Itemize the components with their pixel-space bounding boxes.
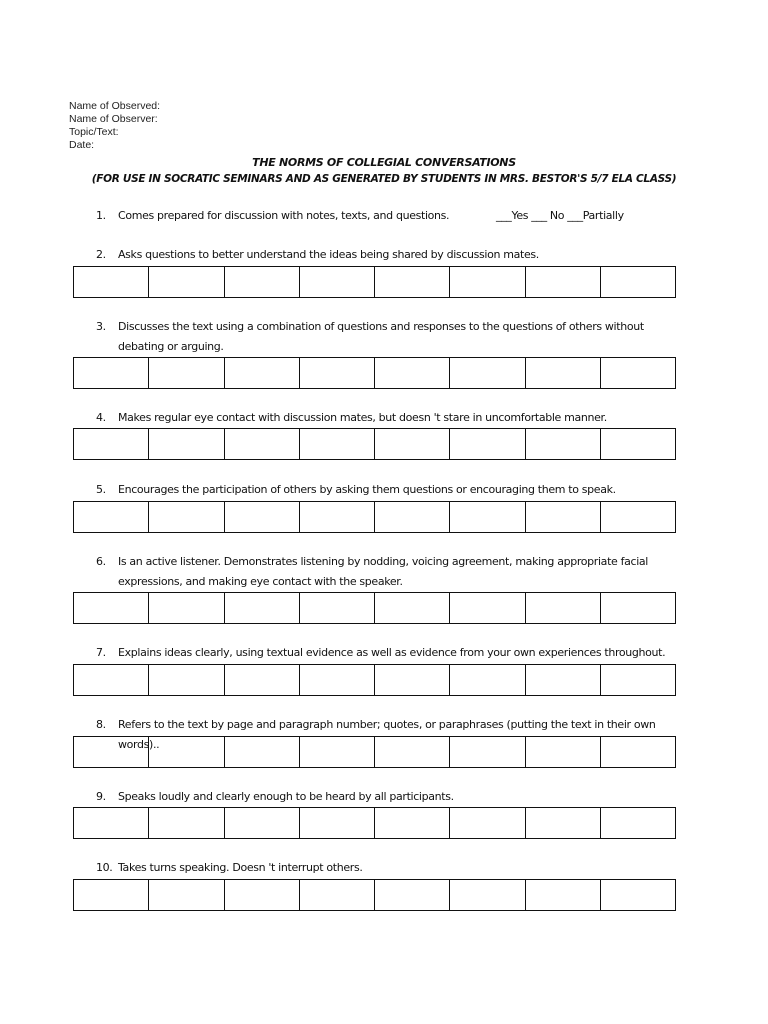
rating-grid-6 <box>73 592 676 624</box>
document-subtitle: (FOR USE IN SOCRATIC SEMINARS AND AS GENERATED BY STUDENTS IN MRS. BESTOR'S 5/7 ELA CLASS) <box>91 173 677 185</box>
rating-grid-5 <box>73 501 676 533</box>
rating-cell[interactable] <box>224 737 299 768</box>
rating-cell[interactable] <box>375 737 450 768</box>
question-text: Speaks loudly and clearly enough to be heard by all participants. <box>118 790 454 803</box>
rating-cell[interactable] <box>299 665 374 696</box>
question-9 <box>96 787 686 807</box>
document-title: THE NORMS OF COLLEGIAL CONVERSATIONS <box>252 156 516 169</box>
rating-cell[interactable] <box>74 880 149 911</box>
rating-cell[interactable] <box>299 593 374 624</box>
rating-grid-4 <box>73 428 676 460</box>
rating-cell[interactable] <box>149 737 224 768</box>
rating-cell[interactable] <box>149 665 224 696</box>
rating-cell[interactable] <box>450 429 525 460</box>
question-number: 8. <box>96 718 106 731</box>
rating-cell[interactable] <box>299 267 374 298</box>
rating-cell[interactable] <box>600 737 675 768</box>
rating-grid-8 <box>73 736 676 768</box>
rating-cell[interactable] <box>224 358 299 389</box>
rating-cell[interactable] <box>525 808 600 839</box>
rating-cell[interactable] <box>149 880 224 911</box>
rating-cell[interactable] <box>299 429 374 460</box>
question-number: 5. <box>96 483 106 496</box>
rating-cell[interactable] <box>149 593 224 624</box>
rating-cell[interactable] <box>299 358 374 389</box>
question-text: Refers to the text by page and paragraph number; quotes, or paraphrases (putting the text in their own words).. <box>118 718 656 751</box>
question-6 <box>96 552 686 592</box>
rating-cell[interactable] <box>525 429 600 460</box>
question-number: 10. <box>96 861 113 874</box>
question-number: 2. <box>96 248 106 261</box>
rating-grid-3 <box>73 357 676 389</box>
rating-cell[interactable] <box>525 502 600 533</box>
rating-cell[interactable] <box>375 880 450 911</box>
rating-cell[interactable] <box>74 429 149 460</box>
rating-cell[interactable] <box>450 880 525 911</box>
rating-cell[interactable] <box>224 808 299 839</box>
rating-cell[interactable] <box>450 502 525 533</box>
rating-cell[interactable] <box>224 593 299 624</box>
rating-cell[interactable] <box>74 267 149 298</box>
rating-cell[interactable] <box>525 358 600 389</box>
rating-cell[interactable] <box>600 429 675 460</box>
question-text: Is an active listener. Demonstrates listening by nodding, voicing agreement, making appropriate facial expressions, and making eye contact with the speaker. <box>118 555 649 588</box>
rating-cell[interactable] <box>299 880 374 911</box>
question-number: 3. <box>96 320 106 333</box>
rating-cell[interactable] <box>525 665 600 696</box>
question-text: Asks questions to better understand the ideas being shared by discussion mates. <box>118 248 539 261</box>
rating-cell[interactable] <box>149 358 224 389</box>
rating-cell[interactable] <box>450 358 525 389</box>
rating-cell[interactable] <box>375 665 450 696</box>
rating-cell[interactable] <box>600 358 675 389</box>
rating-cell[interactable] <box>149 808 224 839</box>
question-text: Takes turns speaking. Doesn 't interrupt others. <box>118 861 363 874</box>
rating-cell[interactable] <box>149 267 224 298</box>
rating-cell[interactable] <box>600 880 675 911</box>
rating-cell[interactable] <box>450 267 525 298</box>
question-text: Discusses the text using a combination of questions and responses to the questions of others without debating or arguing. <box>118 320 644 353</box>
rating-cell[interactable] <box>375 429 450 460</box>
rating-grid-9 <box>73 807 676 839</box>
rating-cell[interactable] <box>375 593 450 624</box>
rating-cell[interactable] <box>450 593 525 624</box>
question-text: Encourages the participation of others by asking them questions or encouraging them to speak. <box>118 483 616 496</box>
rating-cell[interactable] <box>149 502 224 533</box>
rating-cell[interactable] <box>525 593 600 624</box>
rating-cell[interactable] <box>299 808 374 839</box>
rating-cell[interactable] <box>600 267 675 298</box>
question-text: Comes prepared for discussion with notes, texts, and questions. <box>118 209 450 222</box>
question-number: 6. <box>96 555 106 568</box>
rating-cell[interactable] <box>299 502 374 533</box>
question-1 <box>96 206 486 226</box>
question-text: Explains ideas clearly, using textual evidence as well as evidence from your own experiences throughout. <box>118 646 666 659</box>
rating-cell[interactable] <box>224 665 299 696</box>
rating-cell[interactable] <box>525 737 600 768</box>
rating-cell[interactable] <box>224 429 299 460</box>
question-number: 1. <box>96 209 106 222</box>
question-1-options[interactable]: ___Yes ___ No ___Partially <box>496 209 624 222</box>
date-label: Date: <box>69 139 95 151</box>
question-number: 9. <box>96 790 106 803</box>
rating-cell[interactable] <box>600 808 675 839</box>
rating-cell[interactable] <box>450 737 525 768</box>
rating-grid-10 <box>73 879 676 911</box>
name-of-observed-label: Name of Observed: <box>69 100 161 112</box>
rating-grid-2 <box>73 266 676 298</box>
rating-cell[interactable] <box>149 429 224 460</box>
rating-cell[interactable] <box>375 267 450 298</box>
question-3 <box>96 317 686 357</box>
question-10 <box>96 858 686 878</box>
rating-cell[interactable] <box>375 808 450 839</box>
observation-header <box>69 100 160 152</box>
rating-grid-7 <box>73 664 676 696</box>
question-number: 4. <box>96 411 106 424</box>
rating-cell[interactable] <box>74 665 149 696</box>
rating-cell[interactable] <box>375 358 450 389</box>
rating-cell[interactable] <box>375 502 450 533</box>
question-7 <box>96 643 686 663</box>
question-4 <box>96 408 686 428</box>
name-of-observer-label: Name of Observer: <box>69 113 158 125</box>
rating-cell[interactable] <box>224 502 299 533</box>
rating-cell[interactable] <box>224 880 299 911</box>
rating-cell[interactable] <box>450 808 525 839</box>
question-2 <box>96 245 686 265</box>
rating-cell[interactable] <box>450 665 525 696</box>
rating-cell[interactable] <box>224 267 299 298</box>
topic-text-label: Topic/Text: <box>69 126 119 138</box>
rating-cell[interactable] <box>600 502 675 533</box>
rating-cell[interactable] <box>74 358 149 389</box>
rating-cell[interactable] <box>525 267 600 298</box>
question-number: 7. <box>96 646 106 659</box>
rating-cell[interactable] <box>525 880 600 911</box>
rating-cell[interactable] <box>600 593 675 624</box>
rating-cell[interactable] <box>74 737 149 768</box>
rating-cell[interactable] <box>74 593 149 624</box>
rating-cell[interactable] <box>299 737 374 768</box>
rating-cell[interactable] <box>74 502 149 533</box>
question-5 <box>96 480 686 500</box>
rating-cell[interactable] <box>74 808 149 839</box>
rating-cell[interactable] <box>600 665 675 696</box>
question-text: Makes regular eye contact with discussion mates, but doesn 't stare in uncomfortable manner. <box>118 411 607 424</box>
